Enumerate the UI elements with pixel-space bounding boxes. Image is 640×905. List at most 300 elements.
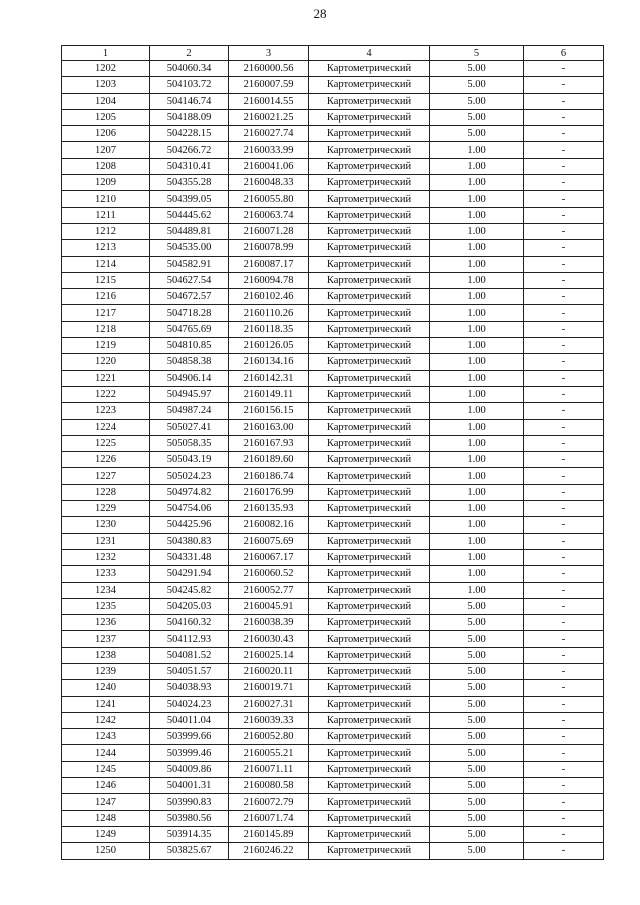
y-coordinate-cell: 2160186.74	[229, 468, 309, 484]
x-coordinate-cell: 504205.03	[150, 598, 229, 614]
y-coordinate-cell: 2160118.35	[229, 321, 309, 337]
description-cell: -	[524, 761, 604, 777]
description-cell: -	[524, 305, 604, 321]
table-row	[62, 501, 604, 517]
point-number-cell: 1250	[62, 843, 150, 859]
x-coordinate-cell: 504331.48	[150, 549, 229, 565]
table-row	[62, 598, 604, 614]
point-number-cell: 1226	[62, 452, 150, 468]
table-row	[62, 549, 604, 565]
method-cell: Картометрический	[309, 338, 430, 354]
x-coordinate-cell: 504974.82	[150, 484, 229, 500]
x-coordinate-cell: 503999.46	[150, 745, 229, 761]
point-number-cell: 1210	[62, 191, 150, 207]
y-coordinate-cell: 2160045.91	[229, 598, 309, 614]
point-number-cell: 1239	[62, 663, 150, 679]
description-cell: -	[524, 386, 604, 402]
x-coordinate-cell: 504987.24	[150, 403, 229, 419]
accuracy-cell: 5.00	[430, 109, 524, 125]
accuracy-cell: 1.00	[430, 484, 524, 500]
accuracy-cell: 5.00	[430, 663, 524, 679]
point-number-cell: 1229	[62, 501, 150, 517]
method-cell: Картометрический	[309, 321, 430, 337]
x-coordinate-cell: 503990.83	[150, 794, 229, 810]
point-number-cell: 1231	[62, 533, 150, 549]
point-number-cell: 1244	[62, 745, 150, 761]
point-number-cell: 1238	[62, 647, 150, 663]
y-coordinate-cell: 2160019.71	[229, 680, 309, 696]
point-number-cell: 1228	[62, 484, 150, 500]
description-cell: -	[524, 517, 604, 533]
x-coordinate-cell: 504228.15	[150, 126, 229, 142]
y-coordinate-cell: 2160055.80	[229, 191, 309, 207]
accuracy-cell: 5.00	[430, 680, 524, 696]
x-coordinate-cell: 504906.14	[150, 370, 229, 386]
accuracy-cell: 5.00	[430, 712, 524, 728]
x-coordinate-cell: 505024.23	[150, 468, 229, 484]
accuracy-cell: 1.00	[430, 272, 524, 288]
y-coordinate-cell: 2160014.55	[229, 93, 309, 109]
page-number: 28	[313, 6, 327, 21]
method-cell: Картометрический	[309, 289, 430, 305]
x-coordinate-cell: 505043.19	[150, 452, 229, 468]
description-cell: -	[524, 566, 604, 582]
y-coordinate-cell: 2160156.15	[229, 403, 309, 419]
description-cell: -	[524, 745, 604, 761]
x-coordinate-cell: 504103.72	[150, 77, 229, 93]
x-coordinate-cell: 504310.41	[150, 158, 229, 174]
description-cell: -	[524, 647, 604, 663]
y-coordinate-cell: 2160149.11	[229, 386, 309, 402]
description-cell: -	[524, 191, 604, 207]
table-row	[62, 729, 604, 745]
description-cell: -	[524, 223, 604, 239]
table-row	[62, 354, 604, 370]
x-coordinate-cell: 504188.09	[150, 109, 229, 125]
x-coordinate-cell: 504009.86	[150, 761, 229, 777]
description-cell: -	[524, 419, 604, 435]
column-header-1: 1	[62, 46, 150, 61]
point-number-cell: 1221	[62, 370, 150, 386]
accuracy-cell: 1.00	[430, 517, 524, 533]
x-coordinate-cell: 504489.81	[150, 223, 229, 239]
point-number-cell: 1213	[62, 240, 150, 256]
y-coordinate-cell: 2160167.93	[229, 435, 309, 451]
accuracy-cell: 5.00	[430, 93, 524, 109]
column-header-2: 2	[150, 46, 229, 61]
table-row	[62, 158, 604, 174]
method-cell: Картометрический	[309, 272, 430, 288]
y-coordinate-cell: 2160039.33	[229, 712, 309, 728]
table-row	[62, 77, 604, 93]
column-header-5: 5	[430, 46, 524, 61]
table-row	[62, 338, 604, 354]
method-cell: Картометрический	[309, 191, 430, 207]
x-coordinate-cell: 504011.04	[150, 712, 229, 728]
method-cell: Картометрический	[309, 631, 430, 647]
description-cell: -	[524, 403, 604, 419]
table-header-row	[62, 46, 604, 61]
y-coordinate-cell: 2160134.16	[229, 354, 309, 370]
y-coordinate-cell: 2160048.33	[229, 175, 309, 191]
point-number-cell: 1224	[62, 419, 150, 435]
table-row	[62, 696, 604, 712]
description-cell: -	[524, 240, 604, 256]
accuracy-cell: 5.00	[430, 843, 524, 859]
y-coordinate-cell: 2160038.39	[229, 615, 309, 631]
method-cell: Картометрический	[309, 517, 430, 533]
table-row	[62, 61, 604, 77]
table-row	[62, 566, 604, 582]
y-coordinate-cell: 2160041.06	[229, 158, 309, 174]
point-number-cell: 1223	[62, 403, 150, 419]
accuracy-cell: 1.00	[430, 321, 524, 337]
point-number-cell: 1212	[62, 223, 150, 239]
accuracy-cell: 5.00	[430, 794, 524, 810]
method-cell: Картометрический	[309, 501, 430, 517]
method-cell: Картометрический	[309, 533, 430, 549]
description-cell: -	[524, 549, 604, 565]
table-row	[62, 223, 604, 239]
description-cell: -	[524, 175, 604, 191]
y-coordinate-cell: 2160020.11	[229, 663, 309, 679]
table-row	[62, 142, 604, 158]
x-coordinate-cell: 504024.23	[150, 696, 229, 712]
accuracy-cell: 5.00	[430, 761, 524, 777]
y-coordinate-cell: 2160060.52	[229, 566, 309, 582]
y-coordinate-cell: 2160110.26	[229, 305, 309, 321]
point-number-cell: 1204	[62, 93, 150, 109]
description-cell: -	[524, 126, 604, 142]
method-cell: Картометрический	[309, 745, 430, 761]
table-row	[62, 175, 604, 191]
method-cell: Картометрический	[309, 566, 430, 582]
point-number-cell: 1218	[62, 321, 150, 337]
y-coordinate-cell: 2160075.69	[229, 533, 309, 549]
description-cell: -	[524, 338, 604, 354]
method-cell: Картометрический	[309, 142, 430, 158]
description-cell: -	[524, 631, 604, 647]
description-cell: -	[524, 696, 604, 712]
description-cell: -	[524, 598, 604, 614]
y-coordinate-cell: 2160246.22	[229, 843, 309, 859]
table-body	[62, 61, 604, 860]
description-cell: -	[524, 354, 604, 370]
table-row	[62, 647, 604, 663]
method-cell: Картометрический	[309, 403, 430, 419]
table-row	[62, 289, 604, 305]
method-cell: Картометрический	[309, 663, 430, 679]
x-coordinate-cell: 504535.00	[150, 240, 229, 256]
y-coordinate-cell: 2160094.78	[229, 272, 309, 288]
method-cell: Картометрический	[309, 256, 430, 272]
y-coordinate-cell: 2160067.17	[229, 549, 309, 565]
accuracy-cell: 1.00	[430, 142, 524, 158]
description-cell: -	[524, 142, 604, 158]
x-coordinate-cell: 504858.38	[150, 354, 229, 370]
y-coordinate-cell: 2160082.16	[229, 517, 309, 533]
point-number-cell: 1241	[62, 696, 150, 712]
y-coordinate-cell: 2160126.05	[229, 338, 309, 354]
x-coordinate-cell: 504266.72	[150, 142, 229, 158]
table-row	[62, 468, 604, 484]
point-number-cell: 1242	[62, 712, 150, 728]
accuracy-cell: 5.00	[430, 631, 524, 647]
point-number-cell: 1203	[62, 77, 150, 93]
y-coordinate-cell: 2160021.25	[229, 109, 309, 125]
table-row	[62, 207, 604, 223]
table-row	[62, 435, 604, 451]
y-coordinate-cell: 2160072.79	[229, 794, 309, 810]
method-cell: Картометрический	[309, 778, 430, 794]
point-number-cell: 1246	[62, 778, 150, 794]
point-number-cell: 1219	[62, 338, 150, 354]
description-cell: -	[524, 207, 604, 223]
point-number-cell: 1227	[62, 468, 150, 484]
table-row	[62, 191, 604, 207]
y-coordinate-cell: 2160027.74	[229, 126, 309, 142]
description-cell: -	[524, 533, 604, 549]
accuracy-cell: 5.00	[430, 696, 524, 712]
accuracy-cell: 1.00	[430, 158, 524, 174]
description-cell: -	[524, 582, 604, 598]
description-cell: -	[524, 712, 604, 728]
x-coordinate-cell: 504945.97	[150, 386, 229, 402]
accuracy-cell: 1.00	[430, 338, 524, 354]
y-coordinate-cell: 2160071.11	[229, 761, 309, 777]
table-row	[62, 109, 604, 125]
point-number-cell: 1249	[62, 826, 150, 842]
table-row	[62, 256, 604, 272]
point-number-cell: 1230	[62, 517, 150, 533]
accuracy-cell: 1.00	[430, 191, 524, 207]
accuracy-cell: 1.00	[430, 549, 524, 565]
column-header-6: 6	[524, 46, 604, 61]
description-cell: -	[524, 663, 604, 679]
method-cell: Картометрический	[309, 843, 430, 859]
table-row	[62, 761, 604, 777]
accuracy-cell: 1.00	[430, 240, 524, 256]
accuracy-cell: 5.00	[430, 61, 524, 77]
accuracy-cell: 1.00	[430, 501, 524, 517]
point-number-cell: 1243	[62, 729, 150, 745]
x-coordinate-cell: 503914.35	[150, 826, 229, 842]
description-cell: -	[524, 370, 604, 386]
table-row	[62, 794, 604, 810]
table-row	[62, 533, 604, 549]
point-number-cell: 1217	[62, 305, 150, 321]
method-cell: Картометрический	[309, 386, 430, 402]
description-cell: -	[524, 826, 604, 842]
table-row	[62, 403, 604, 419]
y-coordinate-cell: 2160027.31	[229, 696, 309, 712]
point-number-cell: 1206	[62, 126, 150, 142]
method-cell: Картометрический	[309, 93, 430, 109]
y-coordinate-cell: 2160078.99	[229, 240, 309, 256]
accuracy-cell: 1.00	[430, 419, 524, 435]
description-cell: -	[524, 501, 604, 517]
point-number-cell: 1237	[62, 631, 150, 647]
accuracy-cell: 5.00	[430, 745, 524, 761]
description-cell: -	[524, 321, 604, 337]
method-cell: Картометрический	[309, 729, 430, 745]
table-row	[62, 517, 604, 533]
accuracy-cell: 5.00	[430, 598, 524, 614]
table-row	[62, 452, 604, 468]
method-cell: Картометрический	[309, 61, 430, 77]
x-coordinate-cell: 504001.31	[150, 778, 229, 794]
description-cell: -	[524, 452, 604, 468]
method-cell: Картометрический	[309, 484, 430, 500]
method-cell: Картометрический	[309, 77, 430, 93]
point-number-cell: 1215	[62, 272, 150, 288]
point-number-cell: 1220	[62, 354, 150, 370]
description-cell: -	[524, 93, 604, 109]
description-cell: -	[524, 484, 604, 500]
x-coordinate-cell: 504765.69	[150, 321, 229, 337]
point-number-cell: 1235	[62, 598, 150, 614]
y-coordinate-cell: 2160025.14	[229, 647, 309, 663]
y-coordinate-cell: 2160052.77	[229, 582, 309, 598]
method-cell: Картометрический	[309, 175, 430, 191]
point-number-cell: 1207	[62, 142, 150, 158]
accuracy-cell: 1.00	[430, 435, 524, 451]
method-cell: Картометрический	[309, 109, 430, 125]
y-coordinate-cell: 2160145.89	[229, 826, 309, 842]
table-row	[62, 126, 604, 142]
point-number-cell: 1214	[62, 256, 150, 272]
accuracy-cell: 1.00	[430, 403, 524, 419]
table-row	[62, 582, 604, 598]
x-coordinate-cell: 504355.28	[150, 175, 229, 191]
description-cell: -	[524, 729, 604, 745]
y-coordinate-cell: 2160163.00	[229, 419, 309, 435]
description-cell: -	[524, 272, 604, 288]
x-coordinate-cell: 504112.93	[150, 631, 229, 647]
method-cell: Картометрический	[309, 810, 430, 826]
table-row	[62, 370, 604, 386]
x-coordinate-cell: 504038.93	[150, 680, 229, 696]
accuracy-cell: 1.00	[430, 289, 524, 305]
accuracy-cell: 1.00	[430, 582, 524, 598]
y-coordinate-cell: 2160052.80	[229, 729, 309, 745]
y-coordinate-cell: 2160087.17	[229, 256, 309, 272]
x-coordinate-cell: 504582.91	[150, 256, 229, 272]
point-number-cell: 1232	[62, 549, 150, 565]
method-cell: Картометрический	[309, 826, 430, 842]
accuracy-cell: 5.00	[430, 729, 524, 745]
description-cell: -	[524, 289, 604, 305]
table-row	[62, 272, 604, 288]
x-coordinate-cell: 504627.54	[150, 272, 229, 288]
method-cell: Картометрический	[309, 435, 430, 451]
description-cell: -	[524, 468, 604, 484]
table-row	[62, 240, 604, 256]
table-row	[62, 386, 604, 402]
x-coordinate-cell: 504245.82	[150, 582, 229, 598]
x-coordinate-cell: 505058.35	[150, 435, 229, 451]
table-row	[62, 321, 604, 337]
table-row	[62, 484, 604, 500]
accuracy-cell: 1.00	[430, 370, 524, 386]
x-coordinate-cell: 504810.85	[150, 338, 229, 354]
table-row	[62, 93, 604, 109]
method-cell: Картометрический	[309, 582, 430, 598]
x-coordinate-cell: 504672.57	[150, 289, 229, 305]
method-cell: Картометрический	[309, 615, 430, 631]
method-cell: Картометрический	[309, 354, 430, 370]
point-number-cell: 1248	[62, 810, 150, 826]
table-row	[62, 663, 604, 679]
description-cell: -	[524, 778, 604, 794]
y-coordinate-cell: 2160176.99	[229, 484, 309, 500]
column-header-4: 4	[309, 46, 430, 61]
description-cell: -	[524, 810, 604, 826]
x-coordinate-cell: 504291.94	[150, 566, 229, 582]
x-coordinate-cell: 504754.06	[150, 501, 229, 517]
y-coordinate-cell: 2160000.56	[229, 61, 309, 77]
table-row	[62, 778, 604, 794]
method-cell: Картометрический	[309, 549, 430, 565]
point-number-cell: 1209	[62, 175, 150, 191]
description-cell: -	[524, 615, 604, 631]
method-cell: Картометрический	[309, 158, 430, 174]
accuracy-cell: 5.00	[430, 810, 524, 826]
y-coordinate-cell: 2160102.46	[229, 289, 309, 305]
y-coordinate-cell: 2160071.28	[229, 223, 309, 239]
method-cell: Картометрический	[309, 452, 430, 468]
point-number-cell: 1234	[62, 582, 150, 598]
point-number-cell: 1245	[62, 761, 150, 777]
y-coordinate-cell: 2160071.74	[229, 810, 309, 826]
point-number-cell: 1202	[62, 61, 150, 77]
y-coordinate-cell: 2160142.31	[229, 370, 309, 386]
y-coordinate-cell: 2160030.43	[229, 631, 309, 647]
y-coordinate-cell: 2160080.58	[229, 778, 309, 794]
point-number-cell: 1211	[62, 207, 150, 223]
method-cell: Картометрический	[309, 761, 430, 777]
point-number-cell: 1216	[62, 289, 150, 305]
x-coordinate-cell: 504081.52	[150, 647, 229, 663]
accuracy-cell: 5.00	[430, 778, 524, 794]
accuracy-cell: 1.00	[430, 354, 524, 370]
x-coordinate-cell: 504146.74	[150, 93, 229, 109]
method-cell: Картометрический	[309, 419, 430, 435]
x-coordinate-cell: 504425.96	[150, 517, 229, 533]
accuracy-cell: 5.00	[430, 77, 524, 93]
accuracy-cell: 5.00	[430, 126, 524, 142]
method-cell: Картометрический	[309, 712, 430, 728]
table-row	[62, 810, 604, 826]
method-cell: Картометрический	[309, 468, 430, 484]
description-cell: -	[524, 680, 604, 696]
point-number-cell: 1233	[62, 566, 150, 582]
description-cell: -	[524, 109, 604, 125]
y-coordinate-cell: 2160189.60	[229, 452, 309, 468]
table-row	[62, 615, 604, 631]
accuracy-cell: 1.00	[430, 175, 524, 191]
accuracy-cell: 5.00	[430, 826, 524, 842]
y-coordinate-cell: 2160033.99	[229, 142, 309, 158]
x-coordinate-cell: 503999.66	[150, 729, 229, 745]
method-cell: Картометрический	[309, 207, 430, 223]
method-cell: Картометрический	[309, 680, 430, 696]
x-coordinate-cell: 504160.32	[150, 615, 229, 631]
method-cell: Картометрический	[309, 794, 430, 810]
description-cell: -	[524, 256, 604, 272]
x-coordinate-cell: 504445.62	[150, 207, 229, 223]
point-number-cell: 1205	[62, 109, 150, 125]
